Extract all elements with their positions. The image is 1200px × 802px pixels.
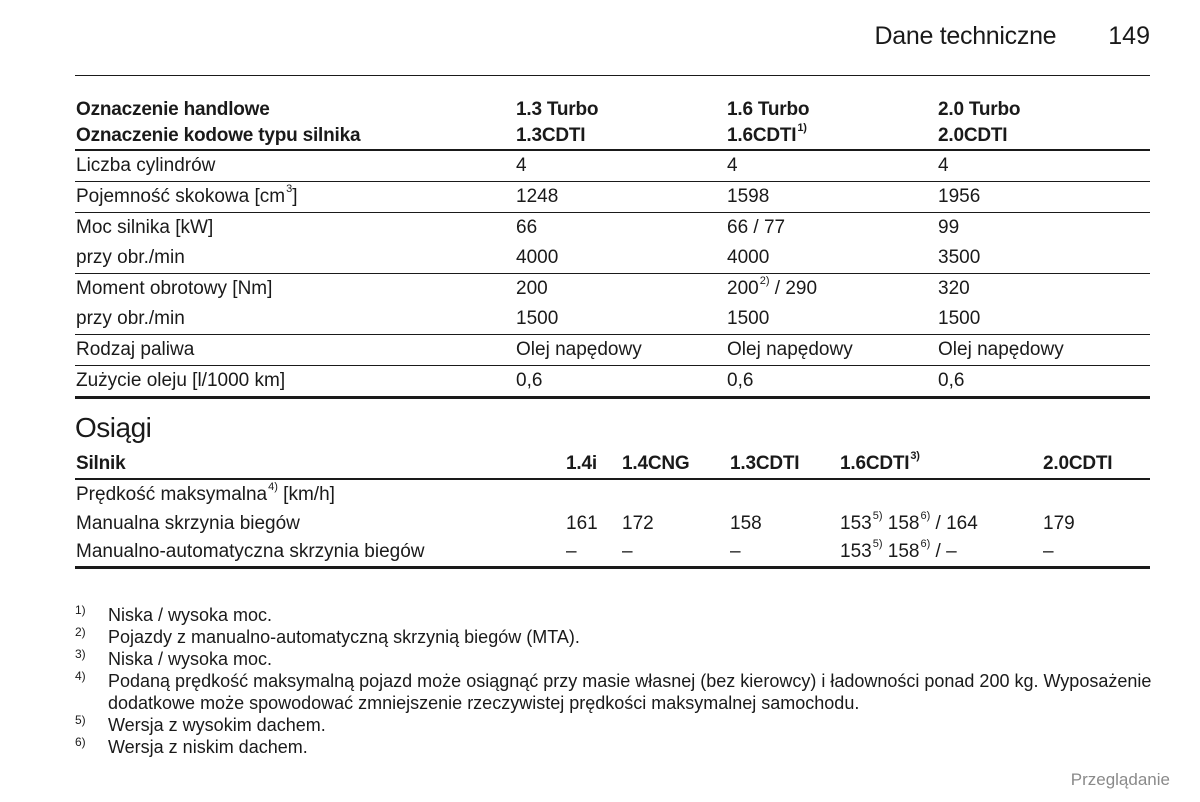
engine-spec-table (75, 96, 1150, 399)
header-cell: 2.0CDTI (1042, 450, 1150, 479)
cell-text: 153 (840, 541, 872, 562)
table-cell: 3500 (937, 243, 1150, 274)
table-cell: 4 (726, 150, 937, 182)
row-label: Moment obrotowy [Nm] (76, 278, 273, 299)
table-cell: 0,6 (515, 366, 726, 398)
header-cell (839, 450, 1042, 479)
cell-text: / 164 (930, 512, 978, 534)
table-cell: 1500 (515, 304, 726, 335)
table-row (75, 213, 1150, 244)
cell-text: 200 (727, 278, 759, 299)
table-cell: 1956 (937, 182, 1150, 213)
footnote-ref: 6) (920, 538, 931, 550)
footnote-number: 1) (75, 603, 86, 617)
header-cell: Silnik (75, 450, 565, 479)
table-cell: – (1042, 538, 1150, 568)
header-cell: 1.4CNG (621, 450, 729, 479)
footnote-ref: 3) (910, 450, 920, 462)
table-cell (839, 509, 1042, 538)
cell-text: 158 (882, 541, 920, 562)
footnote-ref: 2) (759, 275, 770, 287)
cell-text: 1.6CDTI (727, 125, 797, 146)
table-row (75, 182, 1150, 213)
row-label: przy obr./min (75, 304, 515, 335)
row-label: przy obr./min (75, 243, 515, 274)
footnote-text: Niska / wysoka moc. (108, 605, 273, 625)
footnote (75, 648, 1155, 670)
browse-label[interactable]: Przeglądanie (1070, 770, 1170, 789)
cell-text: / – (930, 541, 957, 562)
table-row (75, 274, 1150, 305)
header-cell: 1.4i (565, 450, 621, 479)
table-cell: – (565, 538, 621, 568)
table-cell: 1500 (937, 304, 1150, 335)
table-row (75, 243, 1150, 274)
table-cell (726, 274, 937, 305)
row-label: Manualno-automatyczna skrzynia biegów (75, 538, 565, 568)
table-row (75, 366, 1150, 398)
footnote (75, 626, 1155, 648)
table-header-row (75, 123, 1150, 150)
table-cell: 1500 (726, 304, 937, 335)
header-cell: 1.3CDTI (515, 123, 726, 150)
footnote (75, 604, 1155, 626)
footnote-ref: 1) (797, 122, 807, 134)
table-row (75, 150, 1150, 182)
performance-table (75, 450, 1150, 569)
table-cell: 66 / 77 (727, 217, 786, 238)
table-cell: 200 (516, 278, 548, 299)
row-label: Zużycie oleju [l/1000 km] (75, 366, 515, 398)
table-cell: 161 (566, 512, 598, 534)
table-row (75, 335, 1150, 366)
header-cell: 1.3 Turbo (516, 98, 599, 120)
cell-text: Prędkość maksymalna (76, 483, 268, 505)
table-cell (839, 538, 1042, 568)
page-number: 149 (1108, 22, 1150, 50)
table-row (75, 479, 1150, 509)
table-cell: 172 (622, 512, 654, 534)
cell-text: 153 (840, 512, 872, 534)
footnote-number: 2) (75, 625, 86, 639)
footnote-ref: 5) (872, 538, 883, 550)
table-cell: 158 (730, 512, 762, 534)
footnote (75, 736, 1155, 758)
table-cell: 4000 (515, 243, 726, 274)
table-cell: 4 (937, 150, 1150, 182)
superscript: 3 (286, 183, 293, 195)
row-label: Rodzaj paliwa (75, 335, 515, 366)
table-cell: 0,6 (937, 366, 1150, 398)
footnote (75, 670, 1155, 714)
header-cell (726, 123, 937, 150)
table-row (75, 509, 1150, 538)
section-title: Osiągi (75, 412, 152, 443)
cell-text: [km/h] (277, 483, 335, 505)
row-label: Liczba cylindrów (75, 150, 515, 182)
header-cell: 2.0CDTI (937, 123, 1150, 150)
table-cell: Olej napędowy (937, 335, 1150, 366)
footnote (75, 714, 1155, 736)
header-cell: Oznaczenie kodowe typu silnika (75, 123, 515, 150)
header-cell: 1.6 Turbo (727, 98, 810, 120)
table-cell: Olej napędowy (726, 335, 937, 366)
footnote-number: 6) (75, 735, 86, 749)
header-cell: 1.3CDTI (729, 450, 839, 479)
footnote-text: Wersja z niskim dachem. (108, 737, 308, 757)
table-cell: 99 (938, 217, 960, 238)
footnote-text: Pojazdy z manualno-automatyczną skrzynią biegów (MTA). (108, 627, 580, 647)
footnote-ref: 5) (872, 509, 883, 522)
table-cell: Olej napędowy (515, 335, 726, 366)
cell-text: Pojemność skokowa [cm (76, 186, 286, 207)
row-label: Manualna skrzynia biegów (76, 512, 300, 534)
cell-text: 158 (882, 512, 920, 534)
table-cell: 179 (1043, 512, 1075, 534)
cell-text: / 290 (769, 278, 818, 299)
table-cell: 1598 (726, 182, 937, 213)
header-cell: Oznaczenie handlowe (76, 98, 270, 120)
footnote-number: 4) (75, 669, 86, 683)
table-cell: 1248 (515, 182, 726, 213)
table-cell: 4 (515, 150, 726, 182)
page-title: Dane techniczne (874, 22, 1057, 50)
row-label (75, 479, 1150, 509)
row-label (75, 182, 515, 213)
table-cell: 320 (938, 278, 970, 299)
footnote-text: Wersja z wysokim dachem. (108, 715, 326, 735)
footnotes (75, 604, 1155, 758)
cell-text: 1.6CDTI (840, 453, 910, 474)
table-header-row (75, 450, 1150, 479)
table-cell: 4000 (726, 243, 937, 274)
table-row (75, 304, 1150, 335)
row-label: Moc silnika [kW] (76, 217, 214, 238)
footnote-ref: 6) (920, 509, 931, 522)
footnote-ref: 4) (268, 480, 278, 493)
footnote-number: 3) (75, 647, 86, 661)
table-cell: – (729, 538, 839, 568)
table-cell: 66 (516, 217, 538, 238)
table-row (75, 538, 1150, 568)
footnote-text: Podaną prędkość maksymalną pojazd może osiągnąć przy masie własnej (bez kierowcy) i ładowności ponad 200 kg. Wyposażenie dodatkowe może spowodować zmniejszenie rzeczywistej prędkości maksymalnej samochodu. (108, 671, 1152, 713)
page-header (875, 22, 1150, 51)
table-header-row (75, 96, 1150, 123)
header-rule (75, 75, 1150, 76)
cell-text: ] (292, 186, 298, 207)
header-cell: 2.0 Turbo (938, 98, 1021, 120)
table-cell: – (621, 538, 729, 568)
table-cell: 0,6 (726, 366, 937, 398)
footnote-text: Niska / wysoka moc. (108, 649, 273, 669)
footnote-number: 5) (75, 713, 86, 727)
